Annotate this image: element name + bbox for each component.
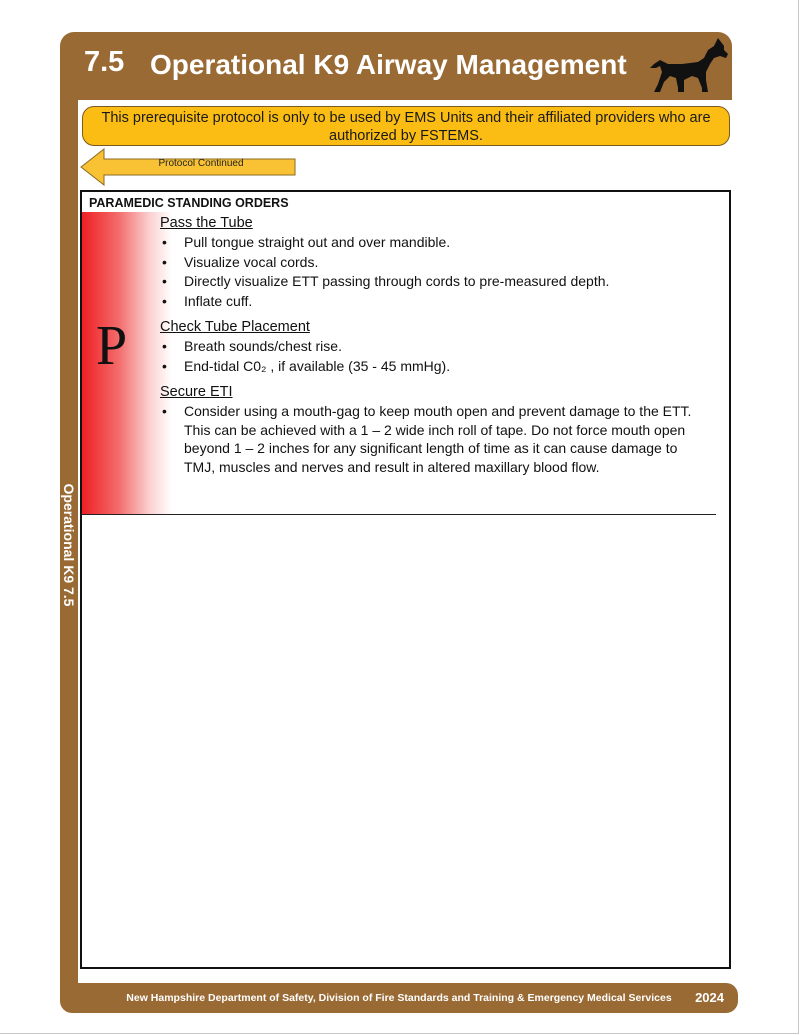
list-item: • Consider using a mouth-gag to keep mouth open and prevent damage to the ETT. This can be achieved with a 1 – 2 wide inch roll of tape. Do not force mouth open beyond 1 – 2 inches for any significant length of time as it can cause damage to TMJ, muscles and nerves and result in altered maxillary blood flow. [160, 402, 705, 476]
list-item: • Directly visualize ETT passing through cords to pre-measured depth. [160, 272, 705, 291]
bullet-list [160, 402, 705, 476]
list-item: • Breath sounds/chest rise. [160, 337, 705, 356]
side-label: Operational K9 7.5 [61, 483, 77, 607]
orders-content [160, 214, 705, 484]
footer-year: 2024 [695, 990, 724, 1005]
subsection-title: Secure ETI [160, 384, 233, 400]
protocol-number: 7.5 [84, 46, 125, 78]
section-title: PARAMEDIC STANDING ORDERS [89, 196, 289, 210]
list-item: • Visualize vocal cords. [160, 253, 705, 272]
bullet-list [160, 233, 705, 310]
footer-text: New Hampshire Department of Safety, Division of Fire Standards and Training & Emergency Medical Services [126, 992, 672, 1004]
protocol-continued-label[interactable]: Protocol Continued [158, 158, 244, 169]
page-title: Operational K9 Airway Management [150, 49, 627, 80]
subsection-title: Check Tube Placement [160, 319, 310, 335]
prerequisite-notice: This prerequisite protocol is only to be used by EMS Units and their affiliated providers who are authorized by FSTEMS. [82, 106, 730, 146]
list-item: • Pull tongue straight out and over mandible. [160, 233, 705, 252]
subsection-title: Pass the Tube [160, 215, 253, 231]
footer-bar [60, 983, 738, 1013]
list-item: • Inflate cuff. [160, 292, 705, 311]
header-bar [60, 32, 732, 100]
bullet-list [160, 337, 705, 375]
level-letter: P [96, 315, 128, 377]
dog-silhouette-icon [648, 38, 728, 94]
divider [82, 514, 716, 515]
list-item: • End-tidal C0₂ , if available (35 - 45 mmHg). [160, 357, 705, 376]
